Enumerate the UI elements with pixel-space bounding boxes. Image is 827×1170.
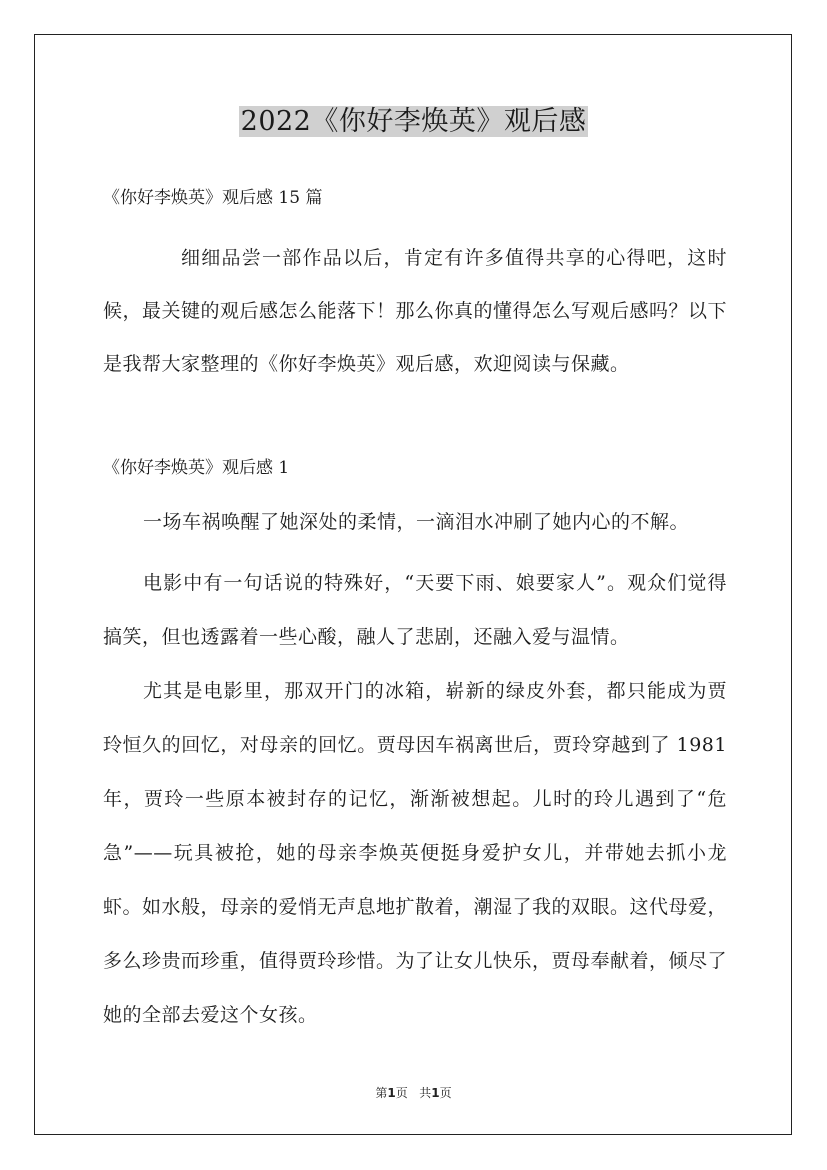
- document-title-text: 2022《你好李焕英》观后感: [240, 106, 587, 137]
- page-total: 1: [431, 1086, 440, 1100]
- page-footer: [0, 1084, 827, 1101]
- document-subtitle: 《你好李焕英》观后感 15 篇: [103, 188, 323, 208]
- body-paragraph-1: 一场车祸唤醒了她深处的柔情，一滴泪水冲刷了她内心的不解。: [143, 511, 690, 533]
- page-current: 1: [387, 1086, 396, 1100]
- intro-paragraph: 细细品尝一部作品以后，肯定有许多值得共享的心得吧，这时候，最关键的观后感怎么能落下！那么你真的懂得怎么写观后感吗？以下是我帮大家整理的《你好李焕英》观后感，欢迎阅读与保藏。: [103, 247, 728, 375]
- page-prefix: 第: [375, 1086, 388, 1100]
- body-paragraph-2: 电影中有一句话说的特殊好，“天要下雨、娘要家人”。观众们觉得搞笑，但也透露着一些心酸，融人了悲剧，还融入爱与温情。: [103, 572, 727, 648]
- body-paragraph-3: 尤其是电影里，那双开门的冰箱，崭新的绿皮外套，都只能成为贾玲恒久的回忆，对母亲的回忆。贾母因车祸离世后，贾玲穿越到了 1981 年，贾玲一些原本被封存的记忆，渐渐被想起。儿时的玲儿遇到了“危急”——玩具被抢，她的母亲李焕英便挺身爱护女儿，并带她去抓小龙虾。如水般，母亲的爱悄无声息地扩散着，潮湿了我的双眼。这代母爱，多么珍贵而珍重，值得贾玲珍惜。为了让女儿快乐，贾母奉献着，倾尽了她的全部去爱这个女孩。: [103, 680, 728, 1026]
- total-prefix: 共: [419, 1086, 432, 1100]
- total-suffix: 页: [439, 1086, 452, 1100]
- section-heading: 《你好李焕英》观后感 1: [103, 458, 290, 478]
- page-suffix: 页: [395, 1086, 408, 1100]
- document-title: [0, 100, 827, 143]
